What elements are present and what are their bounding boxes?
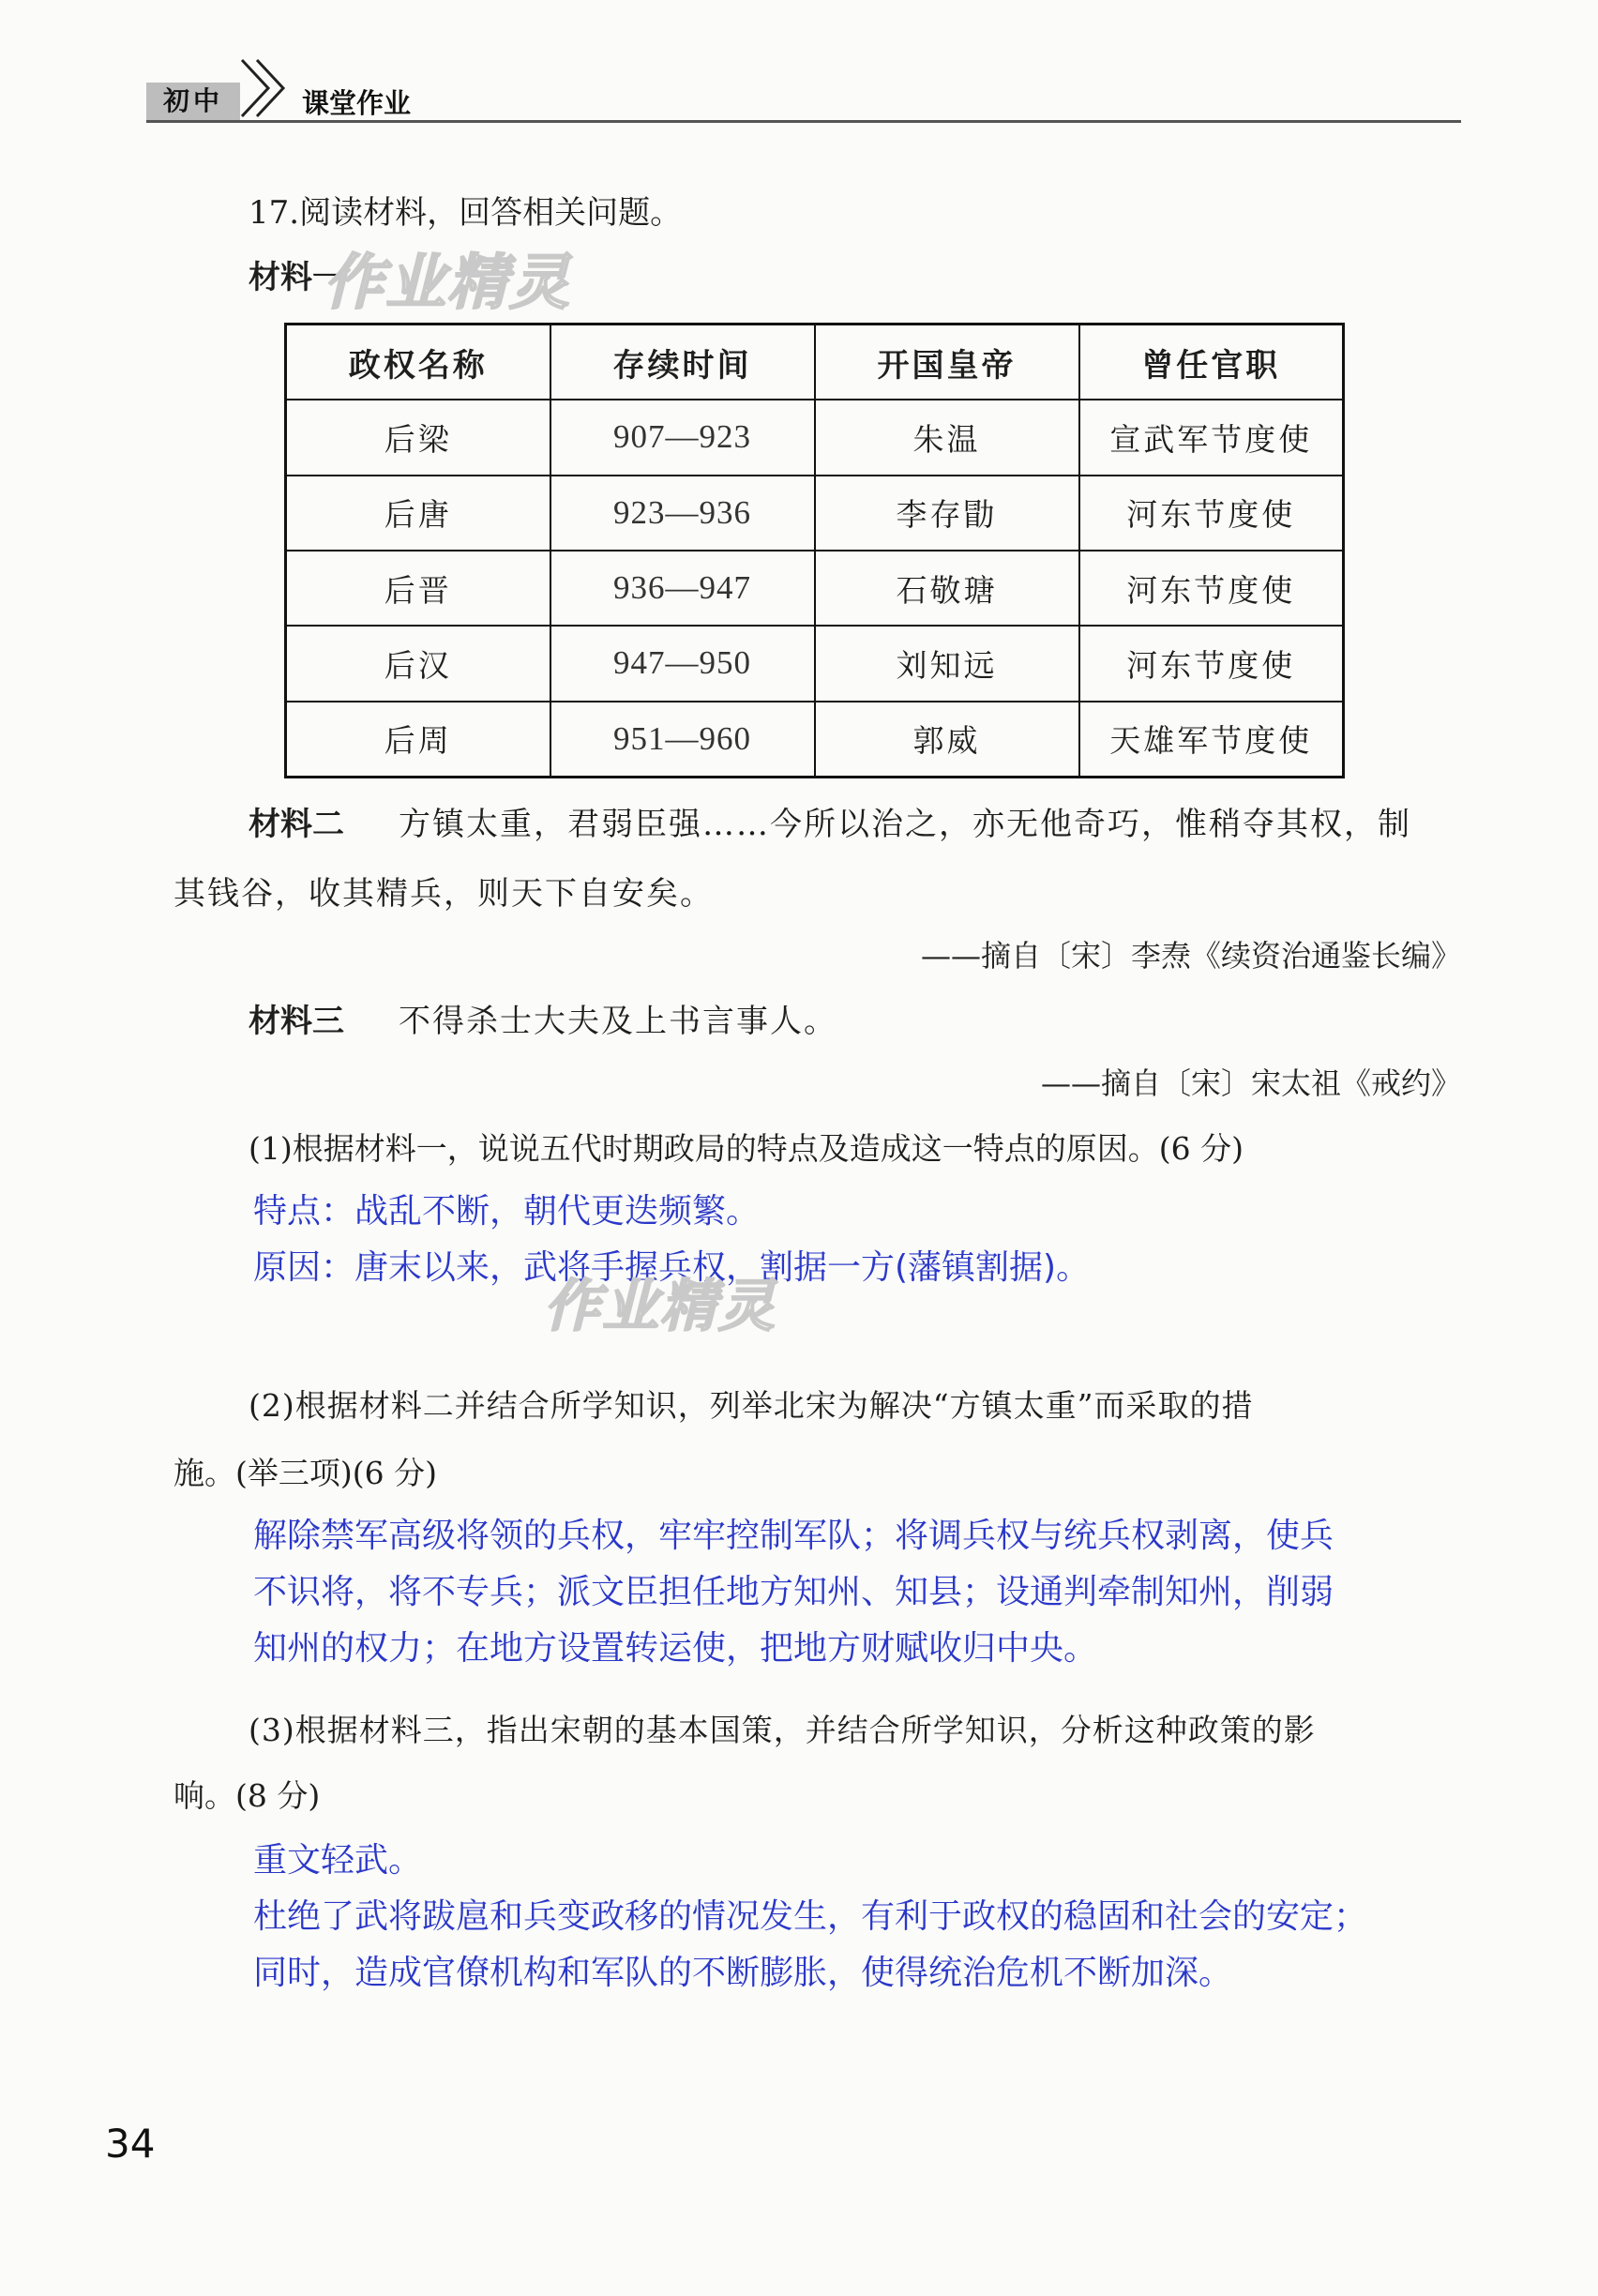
table-cell: 后周 (286, 702, 550, 778)
table-cell: 后唐 (286, 476, 550, 551)
table-cell: 朱温 (815, 400, 1079, 475)
regimes-table (284, 323, 1345, 778)
table-cell: 后晋 (286, 551, 550, 626)
page-number: 34 (105, 2121, 156, 2167)
table-cell: 907—923 (550, 400, 815, 475)
material3-source: ——摘自〔宋〕宋太祖《戒约》 (1040, 1065, 1461, 1101)
material2-label: 材料二 (249, 806, 344, 843)
sub-question-2: 施。(举三项)(6 分) (173, 1455, 437, 1491)
table-cell: 河东节度使 (1079, 476, 1344, 551)
material2-text: 方镇太重，君弱臣强……今所以治之，亦无他奇巧，惟稍夺其权，制 (399, 806, 1411, 843)
sub-question-2: (2)根据材料二并结合所学知识，列举北宋为解决“方镇太重”而采取的措 (249, 1387, 1254, 1424)
watermark: 作业精灵 (544, 1274, 776, 1339)
sub-question-3: (3)根据材料三，指出宋朝的基本国策，并结合所学知识，分析这种政策的影 (249, 1712, 1316, 1748)
material1-label: 材料一 (249, 259, 344, 296)
table-row (286, 551, 1344, 626)
table-cell: 天雄军节度使 (1079, 702, 1344, 778)
table-cell: 河东节度使 (1079, 626, 1344, 701)
table-header-cell: 开国皇帝 (815, 325, 1079, 400)
watermark: 作业精灵 (324, 249, 571, 318)
table-cell: 刘知远 (815, 626, 1079, 701)
answer-3: 同时，造成官僚机构和军队的不断膨胀，使得统治危机不断加深。 (253, 1954, 1233, 1992)
table-row (286, 702, 1344, 778)
header-divider (146, 120, 1461, 123)
grade-badge: 初中 (146, 83, 240, 120)
answer-3: 重文轻武。 (253, 1841, 423, 1880)
table-cell: 后汉 (286, 626, 550, 701)
table-row (286, 626, 1344, 701)
answer-2: 解除禁军高级将领的兵权，牢牢控制军队；将调兵权与统兵权剥离，使兵 (253, 1517, 1334, 1555)
answer-1: 原因：唐末以来，武将手握兵权，割据一方(藩镇割据)。 (253, 1248, 1091, 1287)
answer-2: 知州的权力；在地方设置转运使，把地方财赋收归中央。 (253, 1629, 1098, 1668)
sub-question-3: 响。(8 分) (173, 1777, 321, 1814)
table-cell: 936—947 (550, 551, 815, 626)
table-header-cell: 曾任官职 (1079, 325, 1344, 400)
answer-1: 特点：战乱不断，朝代更迭频繁。 (253, 1192, 761, 1231)
material3-label: 材料三 (249, 1003, 344, 1040)
table-cell: 951—960 (550, 702, 815, 778)
answer-3: 杜绝了武将跋扈和兵变政移的情况发生，有利于政权的稳固和社会的安定； (253, 1897, 1368, 1936)
table-cell: 947—950 (550, 626, 815, 701)
book-title: 课堂作业 (302, 87, 412, 119)
question-stem: 17.阅读材料，回答相关问题。 (249, 194, 683, 232)
table-cell: 宣武军节度使 (1079, 400, 1344, 475)
answer-2: 不识将，将不专兵；派文臣担任地方知州、知县；设通判牵制知州，削弱 (253, 1573, 1334, 1611)
table-cell: 河东节度使 (1079, 551, 1344, 626)
table-header-cell: 存续时间 (550, 325, 815, 400)
table-cell: 郭威 (815, 702, 1079, 778)
sub-question-1: (1)根据材料一，说说五代时期政局的特点及造成这一特点的原因。(6 分) (249, 1130, 1244, 1167)
material2-source: ——摘自〔宋〕李焘《续资治通鉴长编》 (920, 938, 1461, 974)
material3-text: 不得杀士大夫及上书言事人。 (399, 1003, 837, 1040)
material2-text: 其钱谷，收其精兵，则天下自安矣。 (173, 875, 714, 913)
table-header-row (286, 325, 1344, 400)
table-header-cell: 政权名称 (286, 325, 550, 400)
table-cell: 后梁 (286, 400, 550, 475)
table-cell: 923—936 (550, 476, 815, 551)
table-cell: 石敬瑭 (815, 551, 1079, 626)
table-row (286, 400, 1344, 475)
table-cell: 李存勖 (815, 476, 1079, 551)
table-row (286, 476, 1344, 551)
double-chevron-icon (236, 53, 293, 122)
